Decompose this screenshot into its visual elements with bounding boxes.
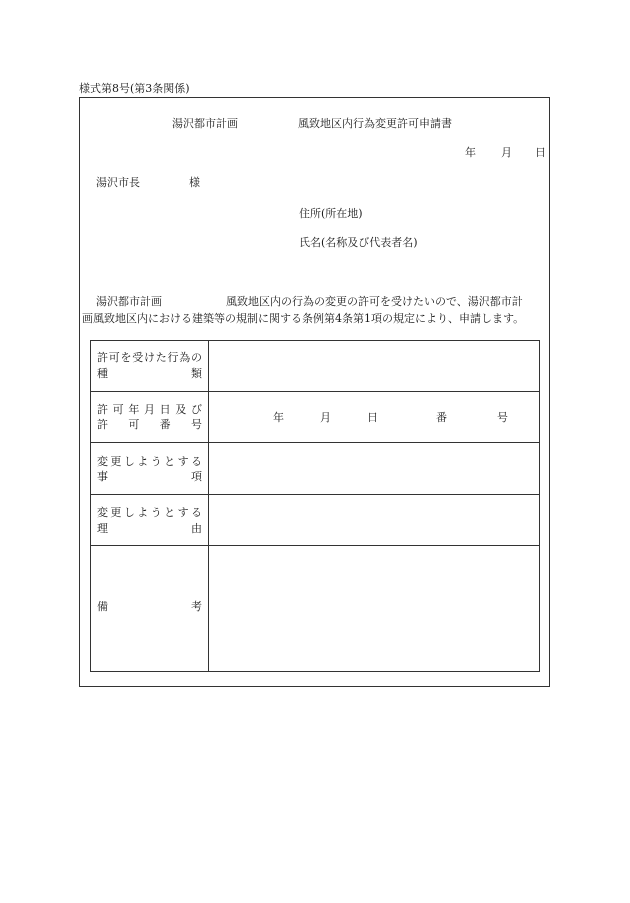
table-border-left [90,340,91,671]
body-line1: 風致地区内の行為の変更の許可を受けたいので、湯沢都市計 [226,295,523,308]
row4-label-line1: 変更しようとする [97,506,202,519]
row2-value-day: 日 [367,411,378,424]
addressee-name: 湯沢市長 [96,176,140,189]
row5-label-a: 備 [97,600,108,613]
row4-label-line2-b: 由 [191,522,202,535]
body-line2: 画風致地区内における建築等の規制に関する条例第4条第1項の規定により、申請します。 [82,312,525,325]
table-border-right [539,340,540,672]
row2-value-go: 号 [497,411,508,424]
row3-value-cell[interactable] [209,443,538,493]
row5-value-cell[interactable] [209,546,538,670]
row2-label-line2: 許可番号 [97,418,202,431]
row2-value-ban: 番 [436,411,447,424]
header-city-plan: 湯沢都市計画 [172,117,238,130]
applicant-address-label: 住所(所在地) [299,207,363,220]
form-number: 様式第8号(第3条関係) [79,82,190,95]
date-month: 月 [501,146,512,159]
row3-label-line2-b: 項 [191,470,202,483]
row2-label-line1: 許可年月日及び [97,403,202,416]
row3-label-line1: 変更しようとする [97,455,202,468]
row3-label-line2-a: 事 [97,470,108,483]
applicant-name-label: 氏名(名称及び代表者名) [299,236,418,249]
row5-label-b: 考 [191,600,202,613]
date-year: 年 [465,146,476,159]
row1-value-cell[interactable] [209,341,538,391]
table-border-bottom [90,671,539,672]
body-city-plan: 湯沢都市計画 [96,295,162,308]
row2-value-year: 年 [273,411,284,424]
date-day: 日 [535,146,546,159]
row1-label-line1: 許可を受けた行為の [97,351,202,364]
form-title: 風致地区内行為変更許可申請書 [298,117,452,130]
row4-label-line2-a: 理 [97,522,108,535]
row2-value-month: 月 [320,411,331,424]
row1-label-line2-a: 種 [97,367,108,380]
row4-value-cell[interactable] [209,495,538,544]
addressee-honorific: 様 [189,176,200,189]
row1-label-line2-b: 類 [191,367,202,380]
table-divider [90,391,539,392]
